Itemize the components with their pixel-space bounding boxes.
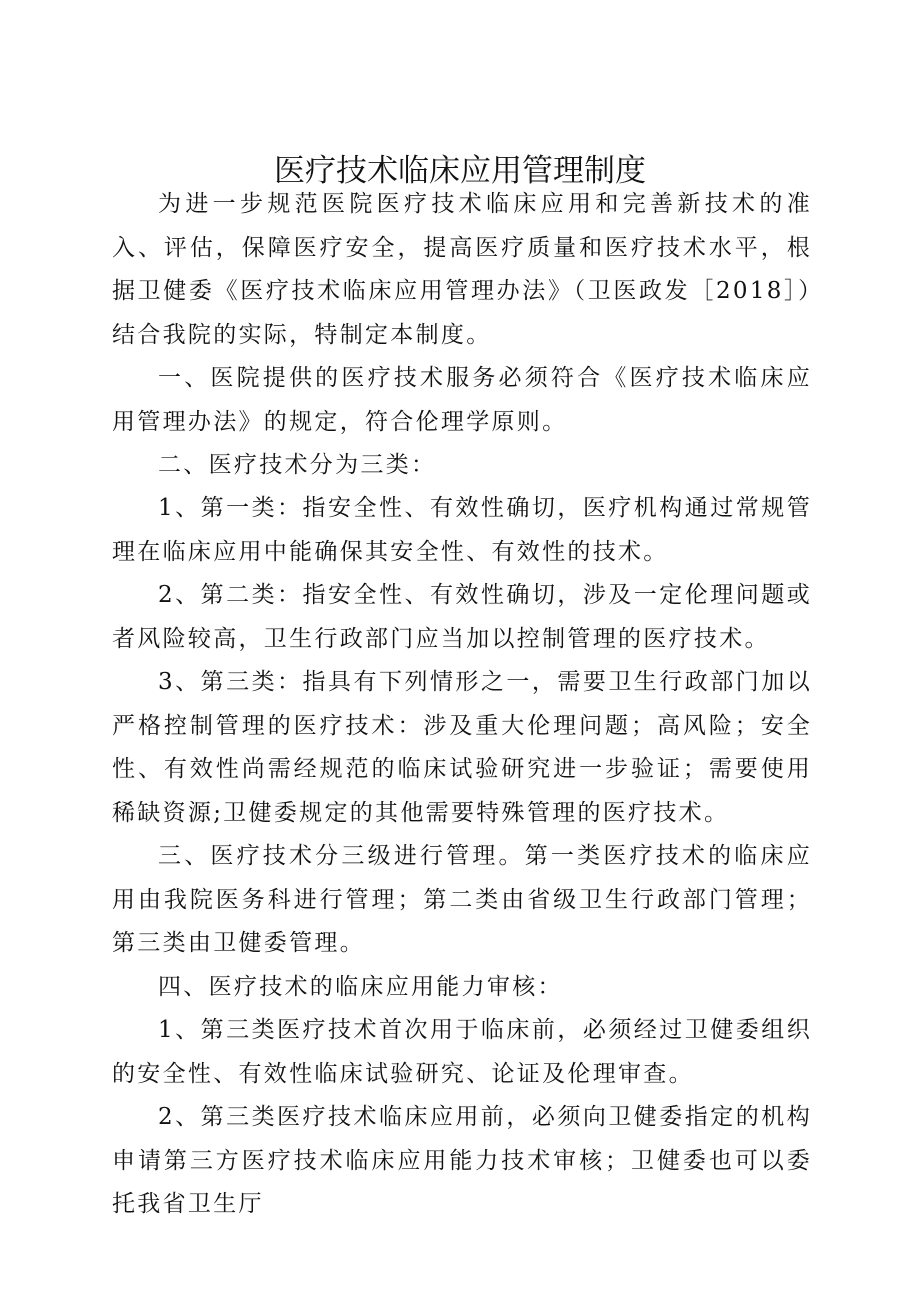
paragraph-section-1: 一、医院提供的医疗技术服务必须符合《医疗技术临床应用管理办法》的规定，符合伦理学原则。 — [112, 365, 812, 435]
paragraph-section-4: 四、医疗技术的临床应用能力审核： — [158, 974, 563, 1000]
paragraph-section-2: 二、医疗技术分为三类： — [158, 452, 437, 478]
paragraph-item-2-2: 2、第二类：指安全性、有效性确切，涉及一定伦理问题或者风险较高，卫生行政部门应当加以控制管理的医疗技术。 — [112, 582, 812, 652]
paragraph-item-2-1: 1、第一类：指安全性、有效性确切，医疗机构通过常规管理在临床应用中能确保其安全性、有效性的技术。 — [112, 495, 812, 565]
paragraph-item-2-3: 3、第三类：指具有下列情形之一，需要卫生行政部门加以严格控制管理的医疗技术：涉及重大伦理问题；高风险；安全性、有效性尚需经规范的临床试验研究进一步验证；需要使用稀缺资源;卫健委规定的其他需要特殊管理的医疗技术。 — [112, 669, 812, 826]
paragraph-section-3: 三、医疗技术分三级进行管理。第一类医疗技术的临床应用由我院医务科进行管理；第二类由省级卫生行政部门管理；第三类由卫健委管理。 — [112, 843, 812, 957]
paragraph-item-4-2: 2、第三类医疗技术临床应用前，必须向卫健委指定的机构申请第三方医疗技术临床应用能力技术审核；卫健委也可以委托我省卫生厅 — [112, 1104, 812, 1218]
document-title: 医疗技术临床应用管理制度 — [274, 152, 646, 189]
paragraph-item-4-1: 1、第三类医疗技术首次用于临床前，必须经过卫健委组织的安全性、有效性临床试验研究、论证及伦理审查。 — [112, 1017, 812, 1087]
paragraph-intro: 为进一步规范医院医疗技术临床应用和完善新技术的准入、评估，保障医疗安全，提高医疗质量和医疗技术水平，根据卫健委《医疗技术临床应用管理办法》（卫医政发［2018］）结合我院的实际，特制定本制度。 — [112, 191, 812, 348]
